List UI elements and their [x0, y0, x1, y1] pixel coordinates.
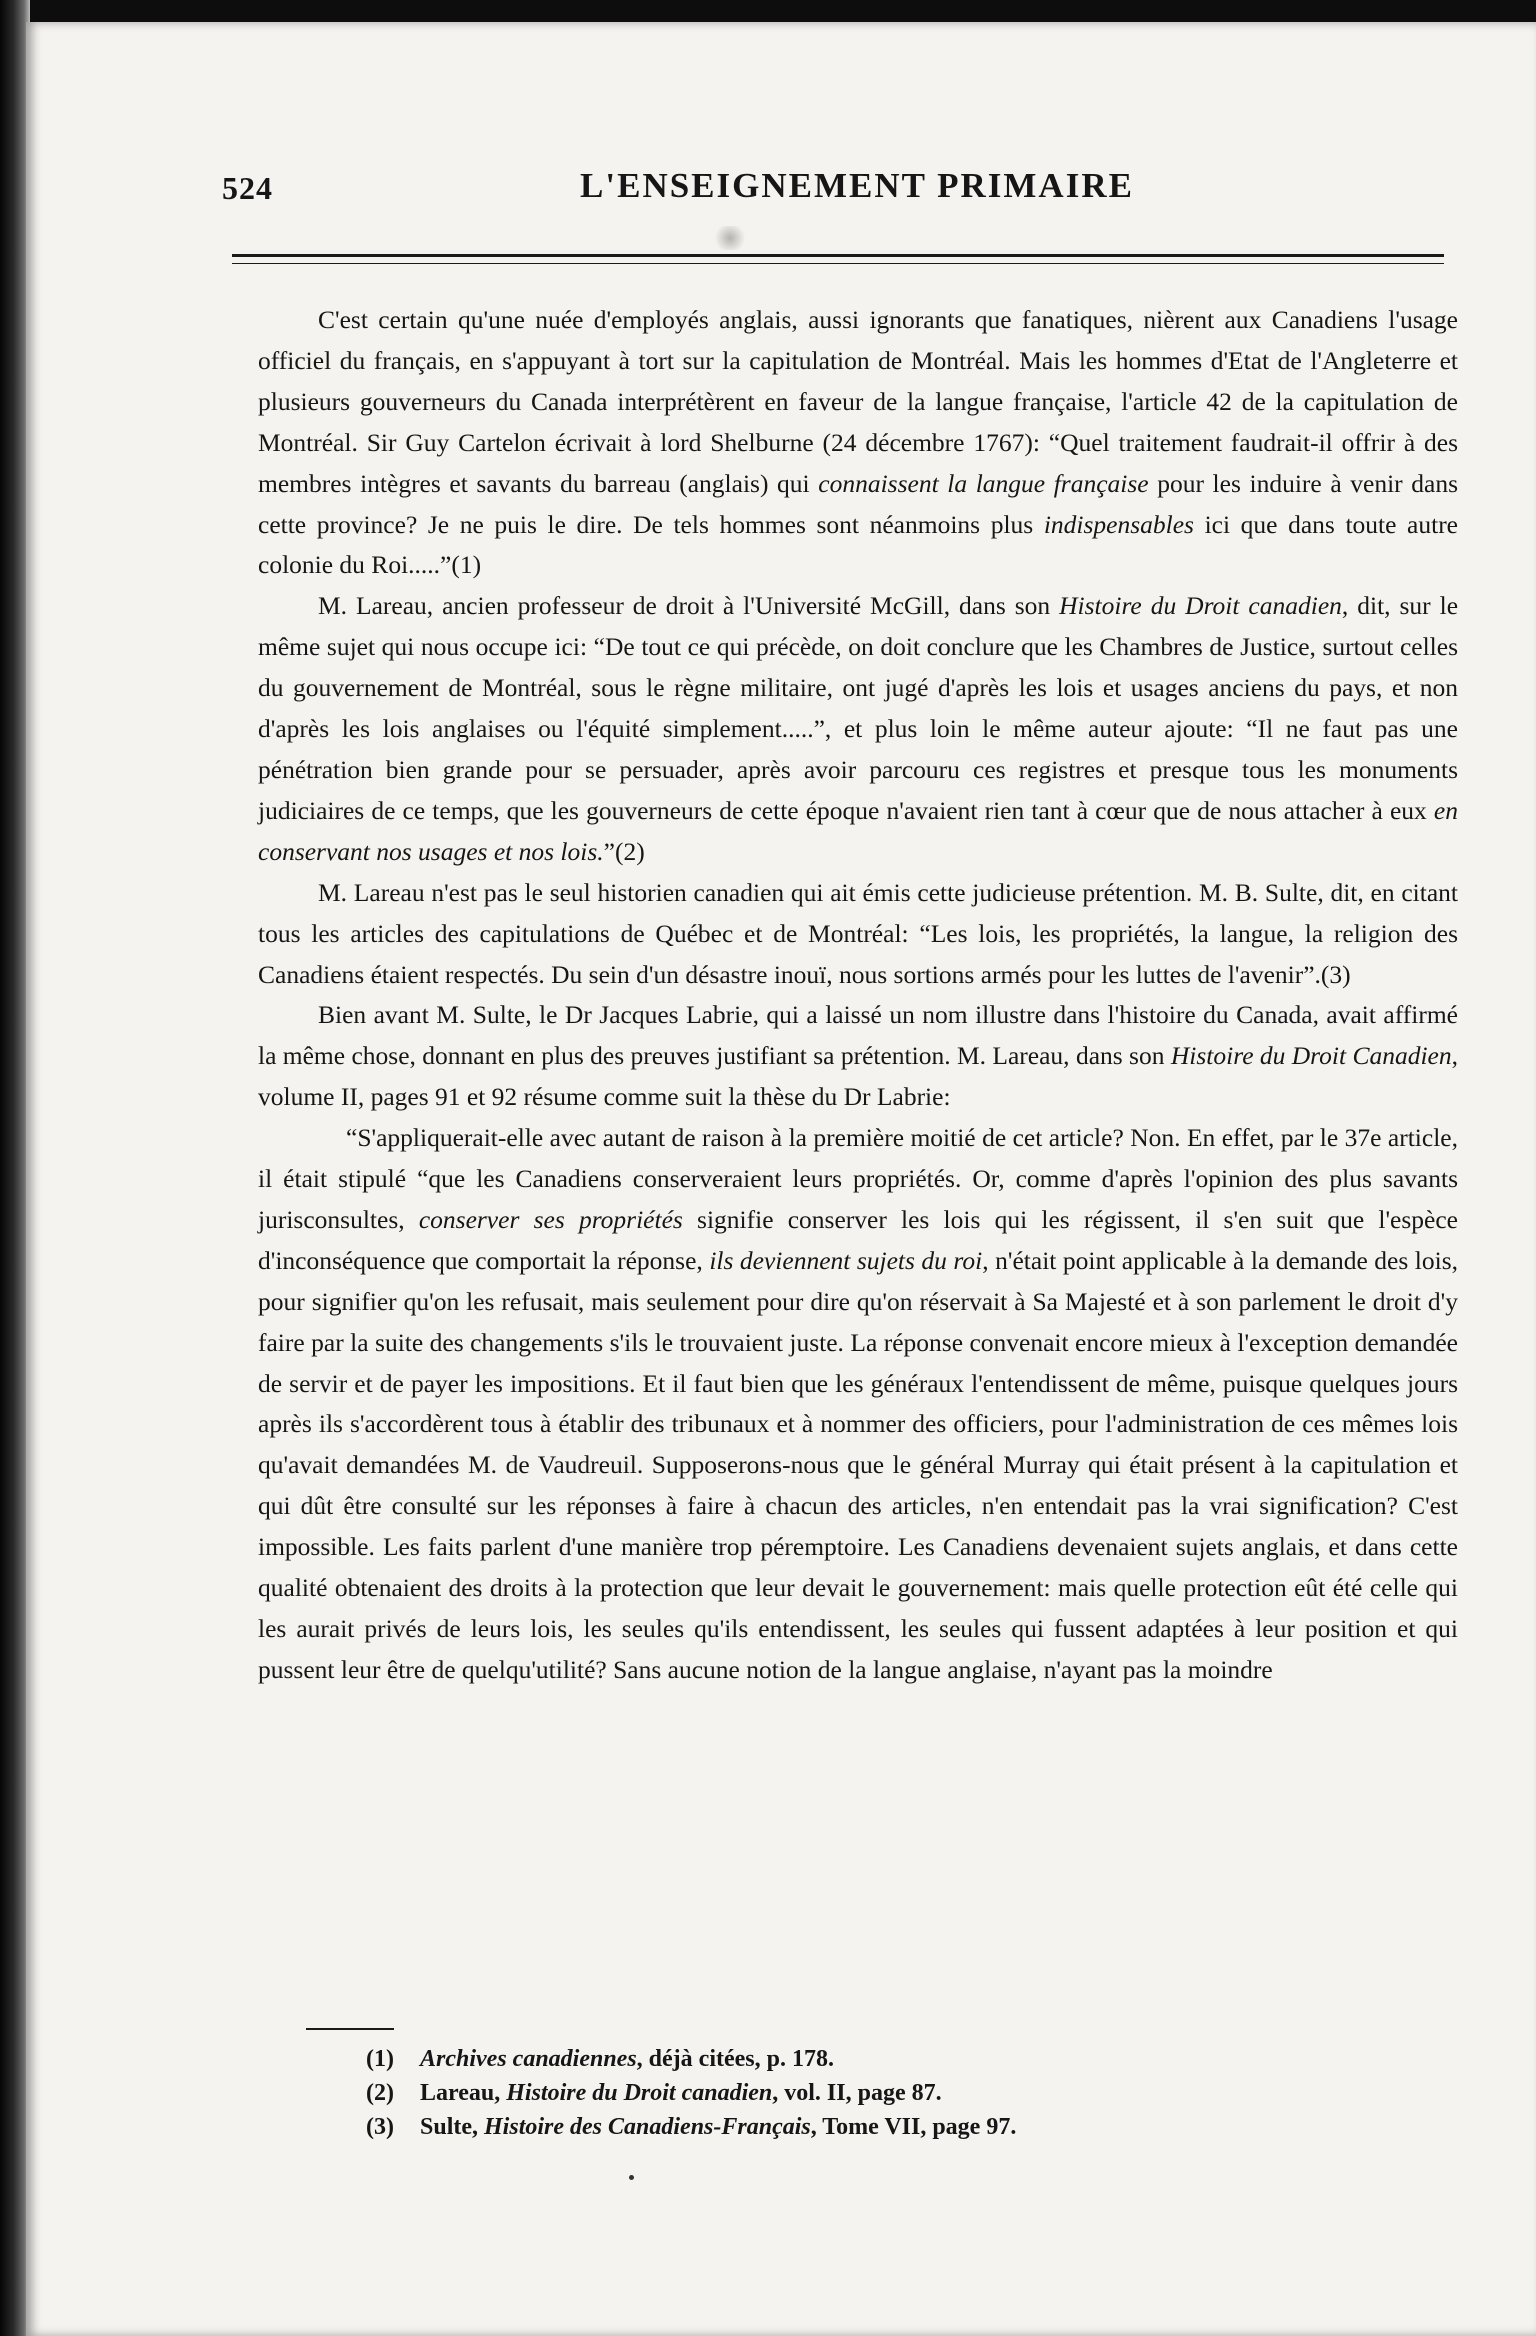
italic-text-run: indispensables: [1043, 509, 1194, 539]
footnote: [366, 2042, 1366, 2076]
running-title: L'ENSEIGNEMENT PRIMAIRE: [580, 166, 1134, 205]
text-run: , déjà citées, p. 178.: [636, 2046, 834, 2072]
text-run: Lareau,: [420, 2080, 507, 2106]
footnote: [366, 2076, 1366, 2110]
italic-text-run: Histoire du Droit canadien: [506, 2080, 773, 2106]
text-run: M. Lareau n'est pas le seul historien canadien qui ait émis cette judicieuse prétention. M. B. Sulte, dit, en citant tous les articles des capitulations de Québec et de Montréal: “Les lois, les propriétés, la langue, la religion des Canadiens étaient respectés. Du sein d'un désastre inouï, nous sortions armés pour les luttes de l'avenir”.(3): [258, 877, 1458, 989]
header-rule-thick: [232, 254, 1444, 257]
text-run: ici que dans toute autre colonie du Roi.....”(1): [258, 509, 1459, 580]
footnote-marker: (2): [366, 2080, 394, 2106]
text-run: Sulte,: [420, 2114, 485, 2140]
text-run: Bien avant M. Sulte, le Dr Jacques Labrie, qui a laissé un nom illustre dans l'histoire du Canada, avait affirmé la même chose, donnant en plus des preuves justifiant sa prétention. M. Lareau, dans son: [258, 1000, 1458, 1071]
quoted-paragraph: [258, 1118, 1458, 1691]
footnotes: [366, 2042, 1366, 2144]
paragraph: [258, 995, 1458, 1118]
italic-text-run: Histoire du Droit canadien: [1059, 591, 1342, 621]
text-run: pour les induire à venir dans cette province? Je ne puis le dire. De tels hommes sont néanmoins plus: [258, 468, 1458, 539]
paragraph: [258, 873, 1458, 996]
paragraph: [258, 300, 1458, 586]
ink-smudge: [712, 226, 748, 250]
italic-text-run: Archives canadiennes: [420, 2046, 637, 2072]
italic-text-run: conserver ses propriétés: [418, 1204, 683, 1234]
italic-text-run: connaissent la langue française: [818, 468, 1149, 498]
text-run: , n'était point applicable à la demande des lois, pour signifier qu'on les refusait, mais seulement pour dire qu'on réservait à Sa Majesté et à son parlement le droit d'y faire par la suite des changements s'ils le trouvaient juste. La réponse convenait encore mieux à l'exception demandée de servir et de payer les impositions. Et il faut bien que les généraux l'entendissent de même, puisque quelques jours après ils s'accordèrent tous à établir des tribunaux et à nommer des officiers, pour l'administration de ces mêmes lois qu'avait demandées M. de Vaudreuil. Supposerons-nous que le général Murray qui était présent à la capitulation et qui dût être consulté sur les réponses à faire à chacun des articles, n'en entendait pas la vrai signification? C'est impossible. Les faits parlent d'une manière trop péremptoire. Les Canadiens devenaient sujets anglais, et dans cette qualité obtenaient des droits à la protection que leur devait le gouvernement: mais quelle protection eût été celle qui les aurait privés de leurs lois, les seules qu'ils entendissent, les seules qui fussent adaptées à leur position et qui pussent leur être de quelqu'utilité? Sans aucune notion de la langue anglaise, n'ayant pas la moindre: [258, 1245, 1459, 1684]
italic-text-run: ils deviennent sujets du roi: [709, 1245, 983, 1275]
italic-text-run: Histoire du Droit Canadien: [1170, 1041, 1452, 1071]
body-text: [258, 300, 1458, 1691]
stray-ink-dot: [629, 2175, 634, 2180]
footnote-marker: (3): [366, 2114, 394, 2140]
text-run: M. Lareau, ancien professeur de droit à l'Université McGill, dans son: [318, 591, 1060, 621]
footnote-marker: (1): [366, 2046, 394, 2072]
italic-text-run: en conservant nos usages et nos lois.: [258, 795, 1458, 866]
footnote: [366, 2110, 1366, 2144]
text-run: ”(2): [603, 836, 645, 866]
italic-text-run: Histoire des Canadiens-Français: [484, 2114, 811, 2140]
text-run: , volume II, pages 91 et 92 résume comme suit la thèse du Dr Labrie:: [258, 1041, 1458, 1112]
text-run: , vol. II, page 87.: [772, 2080, 942, 2106]
text-run: , dit, sur le même sujet qui nous occupe ici: “De tout ce qui précède, on doit conclure que les Chambres de Justice, surtout celles du gouvernement de Montréal, sous le règne militaire, ont jugé d'après les lois et usages anciens du pays, et non d'après les lois anglaises ou l'équité simplement.....”, et plus loin le même auteur ajoute: “Il ne faut pas une pénétration bien grande pour se persuader, après avoir parcouru ces registres et presque tous les monuments judiciaires de ce temps, que les gouverneurs de cette époque n'avaient rien tant à cœur que de nous attacher à eux: [258, 591, 1459, 825]
page-header: [222, 166, 1452, 230]
paragraph: [258, 586, 1458, 872]
page-number: 524: [222, 170, 273, 206]
text-run: C'est certain qu'une nuée d'employés anglais, aussi ignorants que fanatiques, nièrent aux Canadiens l'usage officiel du français, en s'appuyant à tort sur la capitulation de Montréal. Mais les hommes d'Etat de l'Angleterre et plusieurs gouverneurs du Canada interprétèrent en faveur de la langue française, l'article 42 de la capitulation de Montréal. Sir Guy Cartelon écrivait à lord Shelburne (24 décembre 1767): “Quel traitement faudrait-il offrir à des membres intègres et savants du barreau (anglais) qui: [258, 305, 1458, 498]
header-rule-thin: [232, 263, 1444, 264]
text-run: , Tome VII, page 97.: [810, 2114, 1017, 2140]
text-run: signifie conserver les lois qui les régissent, il s'en suit que l'espèce d'inconséquence que comportait la réponse,: [258, 1204, 1458, 1275]
text-run: “S'appliquerait-elle avec autant de raison à la première moitié de cet article? Non. En effet, par le 37e article, il était stipulé “que les Canadiens conserveraient leurs propriétés. Or, comme d'après l'opinion des plus savants jurisconsultes,: [258, 1123, 1458, 1234]
footnote-separator: [306, 2028, 394, 2030]
